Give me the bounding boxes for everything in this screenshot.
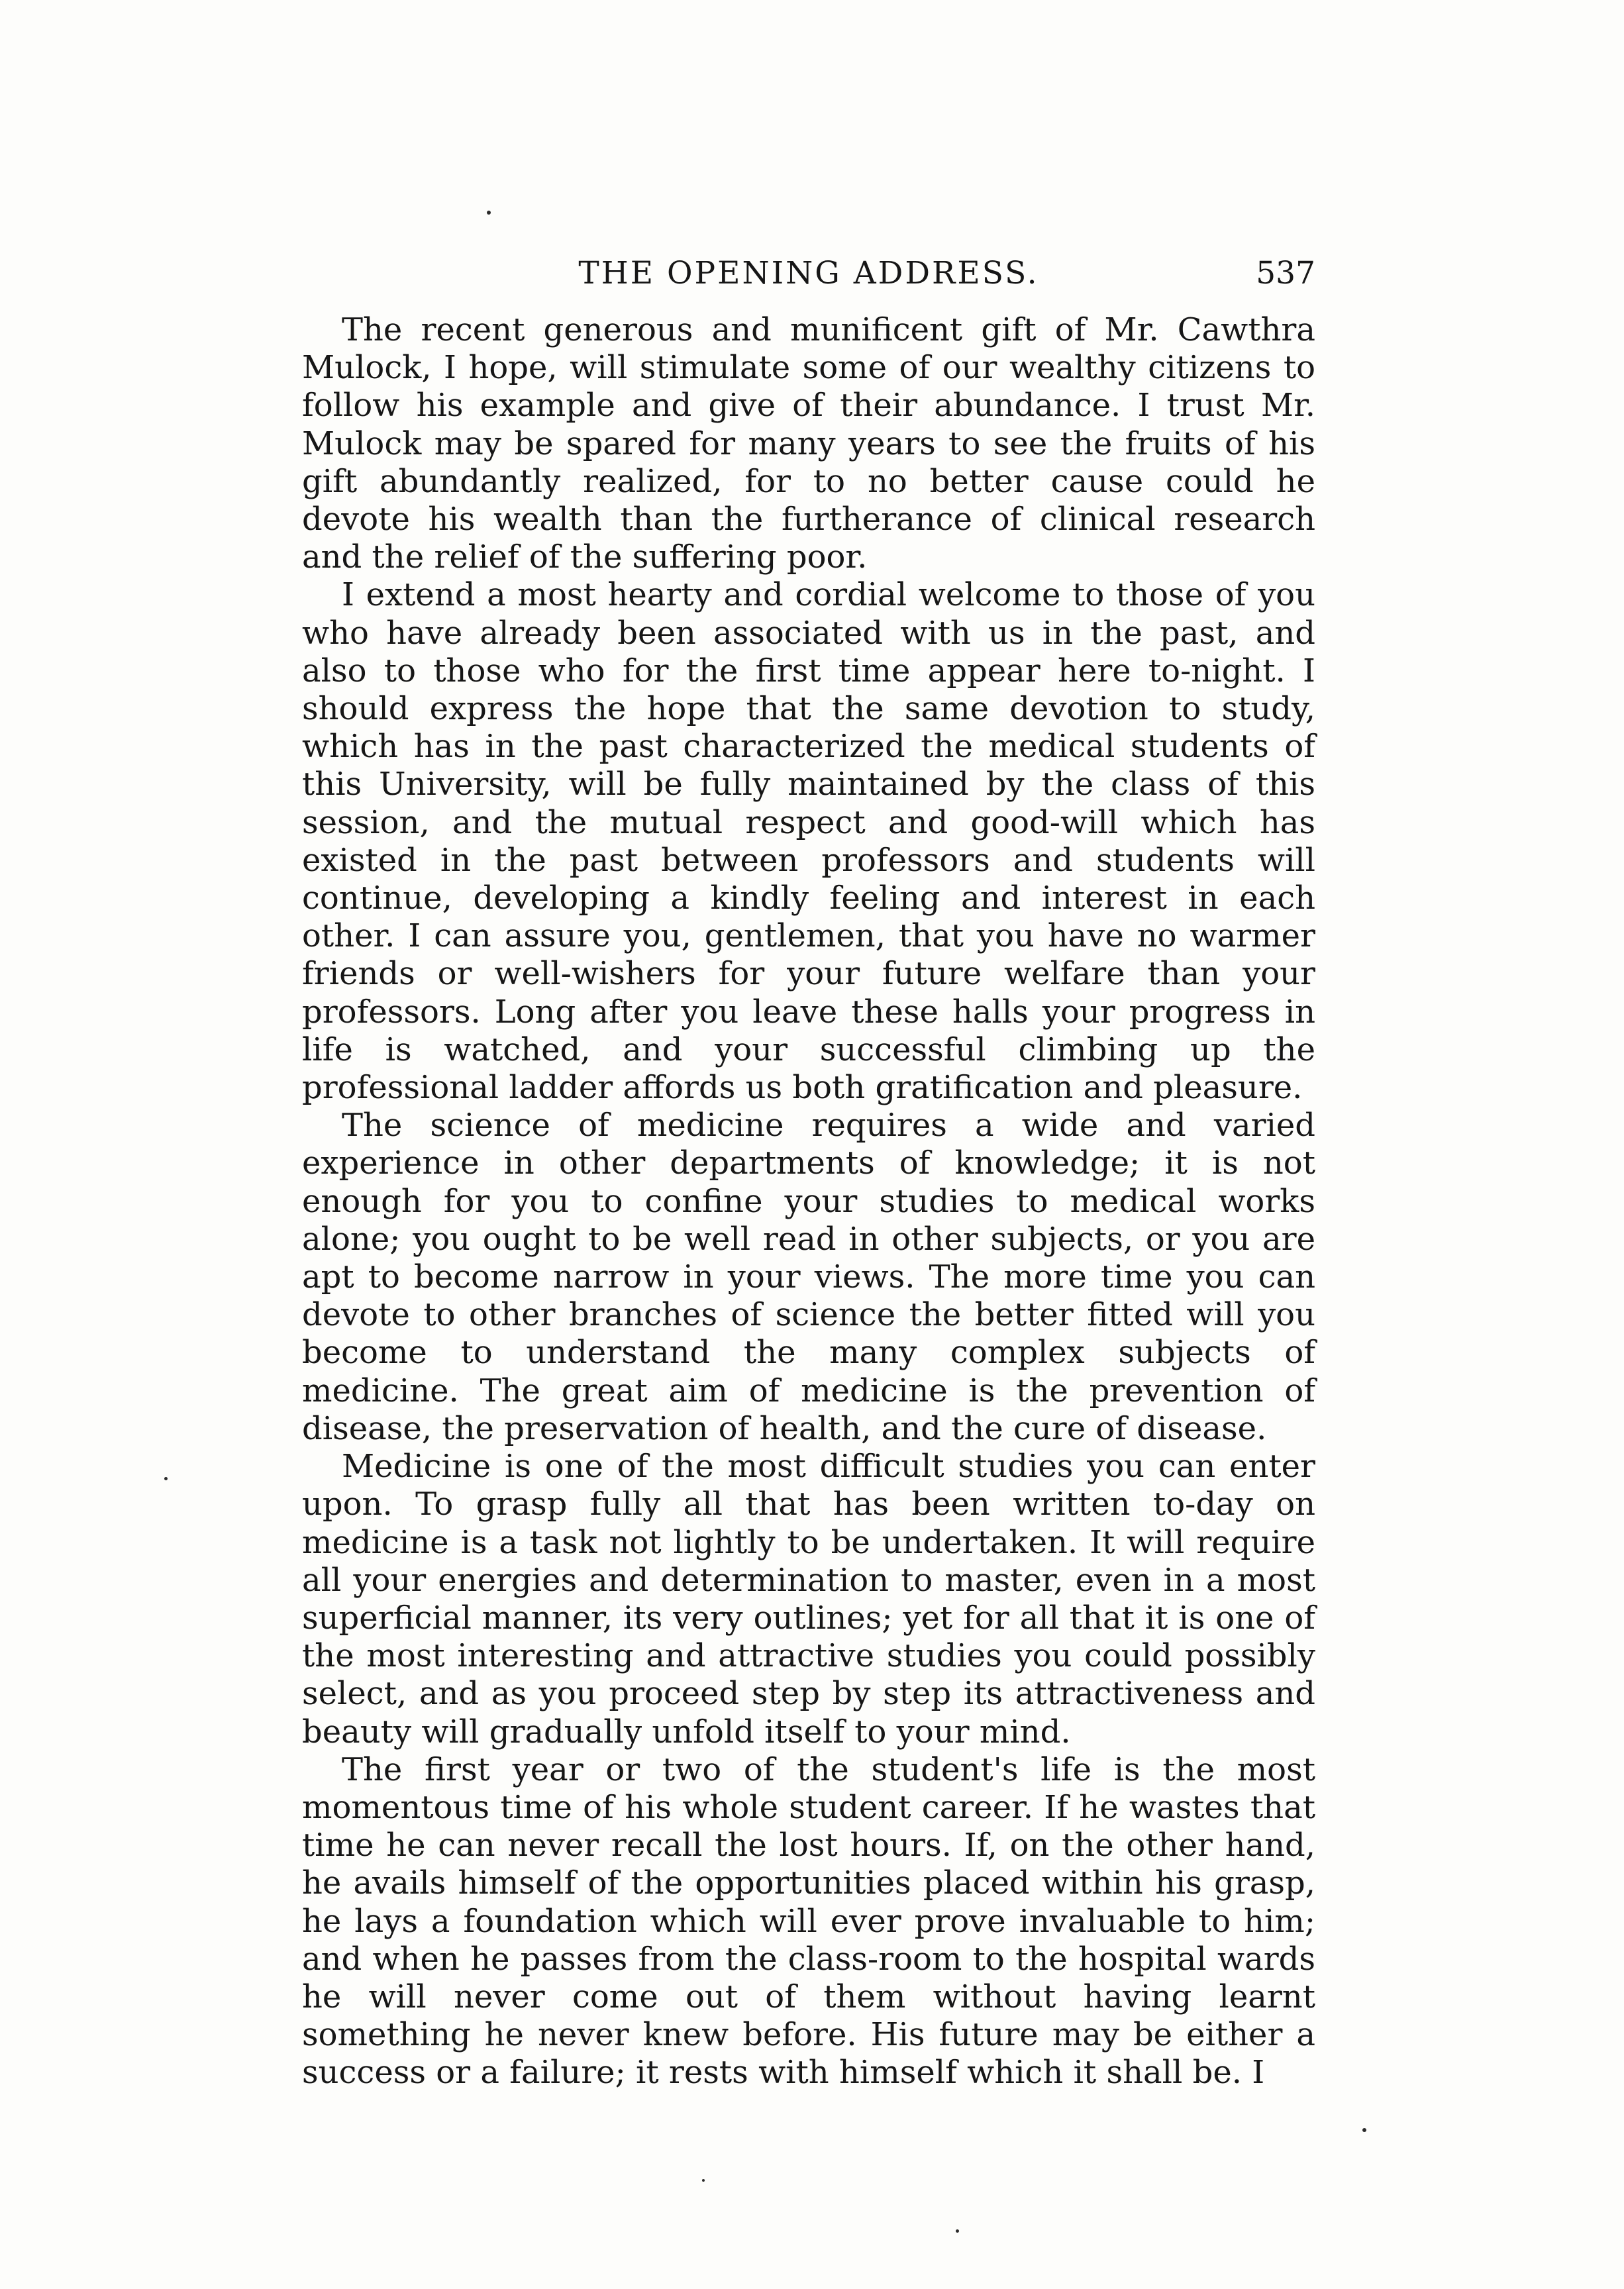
running-title: THE OPENING ADDRESS. [578, 255, 1039, 291]
print-speck [956, 2229, 959, 2233]
running-head [302, 250, 1315, 297]
page-number: 537 [1256, 255, 1315, 291]
paragraph-first-year: The first year or two of the student's life is the most momentous time of his whole student career. If he wastes that time he can never recall the lost hours. If, on the other hand, he avails himself of the opportunities placed within his grasp, he lays a foundation which will ever prove invaluable to him; and when he passes from the class-room to the hospital wards he will never come out of them without having learnt something he never knew before. His future may be either a success or a failure; it rests with himself which it shall be. I [302, 1751, 1315, 2092]
paragraph-science-of-medicine: The science of medicine requires a wide and varied experience in other departments of knowledge; it is not enough for you to confine your studies to medical works alone; you ought to be well read in other subjects, or you are apt to become narrow in your views. The more time you can devote to other branches of science the better fitted will you become to understand the many complex subjects of medicine. The great aim of medicine is the prevention of disease, the preservation of health, and the cure of disease. [302, 1107, 1315, 1447]
paragraph-mulock-gift: The recent generous and munificent gift of Mr. Cawthra Mulock, I hope, will stimulate some of our wealthy citizens to follow his example and give of their abundance. I trust Mr. Mulock may be spared for many years to see the fruits of his gift abundantly realized, for to no better cause could he devote his wealth than the furtherance of clinical research and the relief of the suffering poor. [302, 311, 1315, 576]
paragraph-difficult-studies: Medicine is one of the most difficult studies you can enter upon. To grasp fully all that has been written to-day on medicine is a task not lightly to be undertaken. It will require all your energies and determination to master, even in a most superficial manner, its very outlines; yet for all that it is one of the most interesting and attractive studies you could possibly select, and as you proceed step by step its attractiveness and beauty will gradually unfold itself to your mind. [302, 1448, 1315, 1751]
print-speck [702, 2179, 705, 2182]
print-speck [1362, 2128, 1366, 2132]
print-speck [164, 1477, 168, 1480]
print-speck [487, 211, 491, 215]
body-text [302, 311, 1315, 2153]
paragraph-welcome: I extend a most hearty and cordial welcome to those of you who have already been associated with us in the past, and also to those who for the first time appear here to-night. I should express the hope that the same devotion to study, which has in the past characterized the medical students of this University, will be fully maintained by the class of this session, and the mutual respect and good-will which has existed in the past between professors and students will continue, developing a kindly feeling and interest in each other. I can assure you, gentlemen, that you have no warmer friends or well-wishers for your future welfare than your professors. Long after you leave these halls your progress in life is watched, and your successful climbing up the professional ladder affords us both gratification and pleasure. [302, 576, 1315, 1107]
